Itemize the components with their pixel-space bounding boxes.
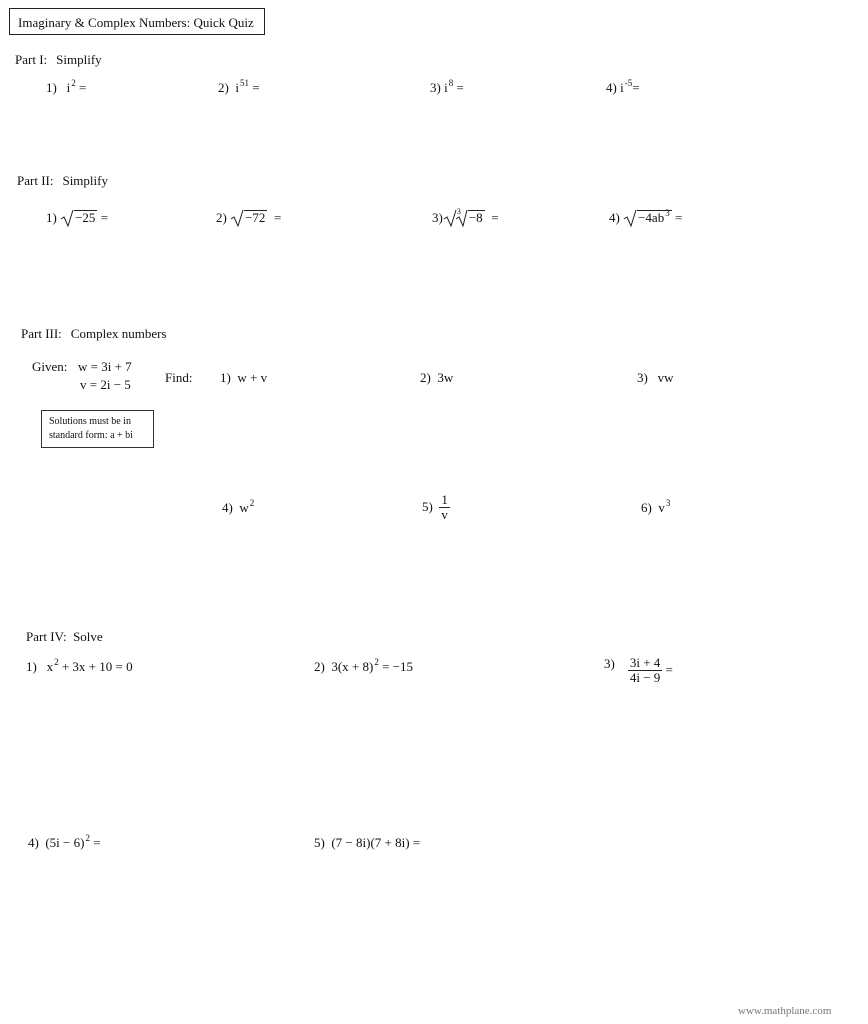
item-number: 1): [46, 80, 57, 95]
part4-header: [26, 630, 103, 643]
item-equals: =: [78, 80, 87, 95]
item-exponent: -5: [624, 78, 633, 88]
find-label: Find:: [165, 370, 193, 385]
item-exponent: 2: [249, 498, 255, 508]
fraction-denominator: v: [441, 507, 448, 523]
title-box: [9, 8, 265, 35]
part1-label: Part I:: [15, 52, 48, 67]
part3-task: Complex numbers: [70, 326, 167, 341]
part3-header: [21, 327, 166, 340]
radical-expression: [60, 209, 97, 227]
item-exponent: 51: [239, 78, 249, 88]
radical-sign-icon: [60, 209, 74, 227]
part3-item-3: [637, 371, 673, 384]
given-w: w = 3i + 7: [78, 359, 132, 374]
given-label: Given:: [32, 359, 68, 374]
item-base: i: [620, 80, 624, 95]
part1-header: [15, 53, 102, 66]
item-expression: (5i − 6): [45, 835, 85, 850]
item-base: i: [66, 80, 71, 95]
item-exponent: 2: [71, 78, 76, 88]
part3-item-1: [220, 371, 267, 384]
item-equals: =: [100, 210, 109, 225]
item-number: 5): [422, 498, 433, 514]
item-base: i: [444, 80, 448, 95]
item-exponent: 2: [85, 833, 90, 843]
radicand: [637, 210, 672, 225]
item-expression-tail: = −15: [378, 659, 414, 674]
item-number: 3): [432, 210, 443, 225]
part1-item-3: [430, 78, 464, 95]
solutions-note-line: standard form: a + bi: [49, 430, 133, 441]
radicand: −8: [468, 210, 483, 225]
item-number: 4): [609, 210, 620, 225]
part2-task: Simplify: [62, 173, 108, 188]
radical-expression: [230, 209, 267, 227]
item-equals: =: [491, 210, 499, 225]
item-exponent: 8: [448, 78, 454, 88]
part3-item-6: [641, 498, 671, 515]
item-number: 1): [26, 659, 37, 674]
radicand: −25: [75, 210, 96, 225]
item-expression: vw: [657, 370, 674, 385]
item-number: 4): [606, 80, 617, 95]
item-number: 1): [220, 370, 231, 385]
fraction-denominator: 4i − 9: [629, 670, 661, 686]
solutions-note-box: [41, 410, 154, 448]
item-number: 6): [641, 500, 652, 515]
item-expression: x: [46, 659, 54, 674]
item-equals: =: [273, 210, 282, 225]
part1-item-2: [218, 78, 260, 95]
part2-item-2: [216, 209, 281, 227]
radical-sign-icon: [230, 209, 244, 227]
item-number: 1): [46, 210, 57, 225]
part3-item-4: [222, 498, 255, 515]
solutions-note-line: Solutions must be in: [49, 416, 131, 427]
item-base: i: [235, 80, 239, 95]
fraction: [439, 493, 450, 523]
part1-task: Simplify: [56, 52, 102, 67]
part4-item-4: [28, 833, 101, 850]
item-base: w: [239, 500, 249, 515]
part1-item-1: [46, 78, 87, 95]
part2-item-4: [609, 209, 682, 227]
radical-sign-icon: [623, 209, 637, 227]
fraction-numerator: 3i + 4: [629, 655, 661, 670]
item-expression: 3w: [437, 370, 454, 385]
item-number: 5): [314, 835, 325, 850]
item-number: 3): [430, 80, 441, 95]
part2-item-3: [432, 209, 499, 227]
item-equals: =: [456, 80, 464, 95]
item-number: 3): [604, 655, 615, 671]
item-exponent: 2: [374, 657, 379, 667]
part4-label: Part IV:: [26, 629, 67, 644]
item-equals: =: [632, 80, 640, 95]
item-number: 2): [218, 80, 229, 95]
item-expression-tail: =: [89, 835, 101, 850]
part4-item-5: [314, 836, 420, 849]
fraction-numerator: 1: [441, 492, 448, 507]
given-v: v = 2i − 5: [80, 377, 131, 392]
root-index: 3: [456, 207, 461, 216]
item-expression: (7 − 8i)(7 + 8i) =: [331, 835, 421, 850]
part4-item-1: [26, 657, 133, 674]
item-expression-tail: + 3x + 10 = 0: [58, 659, 133, 674]
radicand-exponent: 3: [665, 208, 670, 218]
item-number: 3): [637, 370, 648, 385]
item-number: 2): [314, 659, 325, 674]
part1-item-4: [606, 78, 640, 95]
item-equals: =: [674, 210, 683, 225]
item-equals: =: [252, 80, 260, 95]
part3-item-2: [420, 371, 453, 384]
part4-item-2: [314, 657, 414, 674]
part2-header: [17, 174, 108, 187]
radicand: −72: [245, 210, 266, 225]
item-exponent: 3: [665, 498, 671, 508]
part2-label: Part II:: [17, 173, 54, 188]
part4-item-3: [604, 656, 673, 686]
item-number: 4): [222, 500, 233, 515]
radical-sign-icon: [443, 209, 457, 227]
item-equals: =: [665, 661, 673, 677]
part4-task: Solve: [73, 629, 103, 644]
radical-expression: [443, 209, 485, 227]
part2-item-1: [46, 209, 108, 227]
item-number: 2): [420, 370, 431, 385]
radical-expression: [623, 209, 672, 227]
item-expression: w + v: [237, 370, 268, 385]
part3-label: Part III:: [21, 326, 62, 341]
part3-item-5: [422, 493, 450, 523]
item-base: v: [658, 500, 665, 515]
footer-url: www.mathplane.com: [738, 1005, 832, 1017]
fraction: [628, 656, 662, 686]
item-expression: 3(x + 8): [331, 659, 374, 674]
item-number: 2): [216, 210, 227, 225]
radicand-base: −4ab: [638, 210, 665, 225]
item-exponent: 2: [54, 657, 59, 667]
item-number: 4): [28, 835, 39, 850]
page-title: Imaginary & Complex Numbers: Quick Quiz: [18, 15, 254, 30]
